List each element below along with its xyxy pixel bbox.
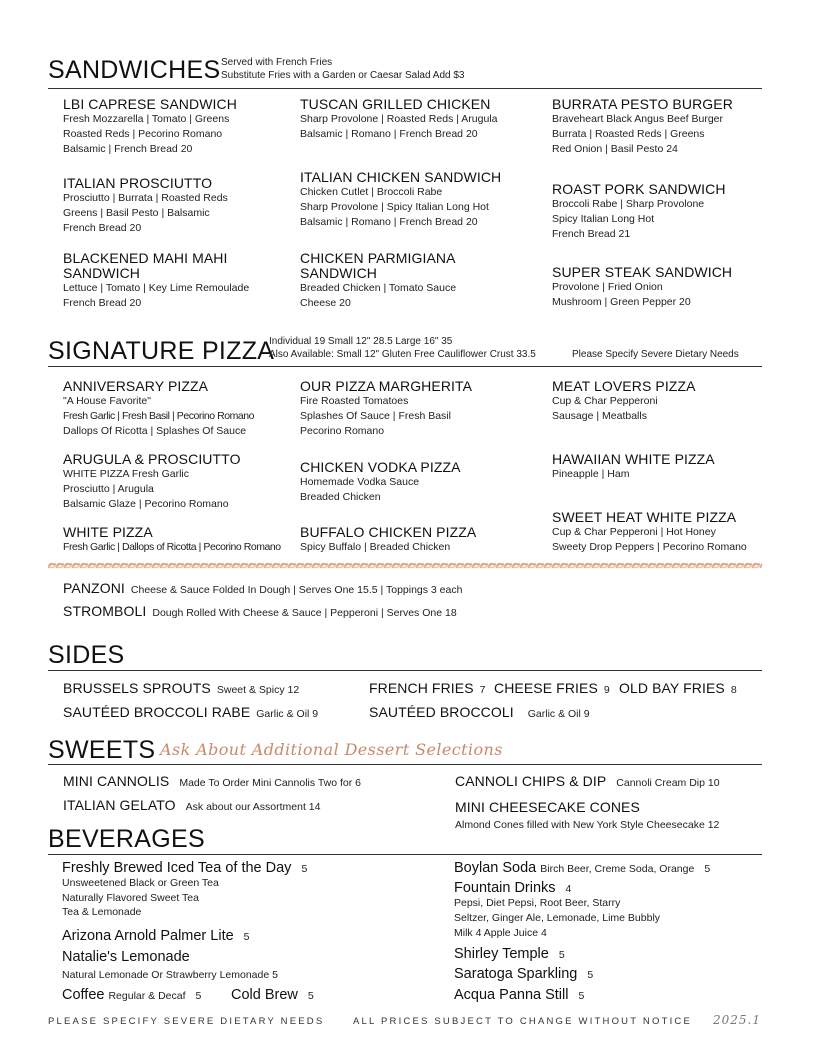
sweet-item xyxy=(63,797,320,815)
item-desc: Spicy Buffalo | Breaded Chicken xyxy=(300,541,451,553)
menu-item xyxy=(300,170,501,230)
footer-version: 2025.1 xyxy=(713,1013,761,1027)
item-desc: Cup & Char Pepperoni | Hot Honey xyxy=(552,526,716,538)
beverage-item xyxy=(62,986,201,1004)
item-name: BLACKENED MAHI MAHI xyxy=(63,250,228,266)
item-name: ITALIAN CHICKEN SANDWICH xyxy=(300,169,502,185)
item-name: TUSCAN GRILLED CHICKEN xyxy=(300,96,491,112)
menu-item xyxy=(300,460,461,505)
item-desc: Breaded Chicken | Tomato Sauce xyxy=(300,282,457,294)
dietary-note: Please Specify Severe Dietary Needs xyxy=(572,349,739,360)
item-name: STROMBOLI xyxy=(63,603,147,619)
item-desc: Sharp Provolone | Roasted Reds | Arugula xyxy=(300,113,498,125)
beverage-item xyxy=(231,986,314,1004)
section-title-sides: SIDES xyxy=(48,641,125,669)
item-name: ARUGULA & PROSCIUTTO xyxy=(63,451,241,467)
sweet-item xyxy=(455,800,719,833)
item-desc: Sweet & Spicy 12 xyxy=(216,684,300,696)
item-desc: Sharp Provolone | Spicy Italian Long Hot xyxy=(300,201,489,213)
side-item xyxy=(369,704,590,722)
item-desc: Lettuce | Tomato | Key Lime Remoulade xyxy=(63,282,250,294)
item-desc: Spicy Italian Long Hot xyxy=(552,213,655,225)
side-item xyxy=(494,680,610,698)
item-desc: Chicken Cutlet | Broccoli Rabe xyxy=(300,186,443,198)
item-price: 5 xyxy=(558,949,565,961)
item-name: BUFFALO CHICKEN PIZZA xyxy=(300,524,477,540)
item-desc: Fire Roasted Tomatoes xyxy=(300,395,409,407)
side-item xyxy=(63,704,318,722)
menu-item xyxy=(552,97,733,157)
item-desc: Red Onion | Basil Pesto 24 xyxy=(552,143,678,155)
item-desc: Fresh Mozzarella | Tomato | Greens xyxy=(63,113,230,125)
beverage-item xyxy=(62,859,307,877)
sweets-tagline: Ask About Additional Dessert Selections xyxy=(160,740,503,759)
footer-dietary-note: PLEASE SPECIFY SEVERE DIETARY NEEDS xyxy=(48,1016,325,1027)
menu-item xyxy=(63,525,281,555)
item-name: MEAT LOVERS PIZZA xyxy=(552,378,696,394)
item-price: 5 xyxy=(195,990,202,1002)
beverage-item xyxy=(454,879,571,897)
item-desc: Naturally Flavored Sweet Tea xyxy=(62,891,199,904)
item-desc: Fresh Garlic | Dallops of Ricotta | Pecorino Romano xyxy=(63,541,281,553)
menu-item xyxy=(63,176,228,236)
rope-divider xyxy=(48,563,762,569)
sandwiches-note: Substitute Fries with a Garden or Caesar Salad Add $3 xyxy=(221,70,465,81)
item-desc: Balsamic Glaze | Pecorino Romano xyxy=(63,498,229,510)
side-item xyxy=(619,680,737,698)
item-name: Saratoga Sparkling xyxy=(454,966,578,982)
item-name: OLD BAY FRIES xyxy=(619,680,725,696)
item-name: Freshly Brewed Iced Tea of the Day xyxy=(62,860,292,876)
item-desc: Breaded Chicken xyxy=(300,491,381,503)
item-name: OUR PIZZA MARGHERITA xyxy=(300,378,473,394)
section-title-beverages: BEVERAGES xyxy=(48,825,205,853)
item-price: 8 xyxy=(730,684,737,696)
menu-item xyxy=(63,379,254,439)
item-desc: Pineapple | Ham xyxy=(552,468,630,480)
item-name: SAUTÉED BROCCOLI RABE xyxy=(63,704,251,720)
item-desc: WHITE PIZZA Fresh Garlic xyxy=(63,468,190,480)
item-desc: Provolone | Fried Onion xyxy=(552,281,663,293)
item-name: Fountain Drinks xyxy=(454,880,556,896)
beverage-details xyxy=(454,896,660,941)
item-name: CHEESE FRIES xyxy=(494,680,598,696)
item-desc: French Bread 20 xyxy=(63,222,142,234)
item-name: SAUTÉED BROCCOLI xyxy=(369,704,514,720)
menu-row-stromboli xyxy=(63,603,457,621)
item-desc: Roasted Reds | Pecorino Romano xyxy=(63,128,223,140)
item-price: 5 xyxy=(587,969,594,981)
item-name: SANDWICH xyxy=(300,265,378,281)
item-name: BRUSSELS SPROUTS xyxy=(63,680,211,696)
item-desc: Unsweetened Black or Green Tea xyxy=(62,877,219,889)
item-name: LBI CAPRESE SANDWICH xyxy=(63,96,237,112)
item-desc: "A House Favorite" xyxy=(63,395,151,407)
beverage-item xyxy=(62,927,250,945)
section-title-pizza: SIGNATURE PIZZA xyxy=(48,337,275,365)
menu-item xyxy=(63,251,249,311)
item-desc: Pepsi, Diet Pepsi, Root Beer, Starry xyxy=(454,897,621,909)
item-name: WHITE PIZZA xyxy=(63,524,153,540)
item-price: 9 xyxy=(603,684,610,696)
item-desc: Cheese & Sauce Folded In Dough | Serves One 15.5 | Toppings 3 each xyxy=(130,584,463,596)
beverage-item xyxy=(454,859,710,877)
item-desc: Tea & Lemonade xyxy=(62,906,142,918)
footer-price-note: ALL PRICES SUBJECT TO CHANGE WITHOUT NOTICE xyxy=(353,1016,693,1027)
item-desc: Cup & Char Pepperoni xyxy=(552,395,658,407)
item-desc: French Bread 20 xyxy=(63,297,142,309)
item-desc: Balsamic | Romano | French Bread 20 xyxy=(300,216,478,228)
item-desc: Broccoli Rabe | Sharp Provolone xyxy=(552,198,705,210)
item-desc: Regular & Decaf xyxy=(108,990,186,1002)
item-name: MINI CANNOLIS xyxy=(63,773,170,789)
section-rule xyxy=(48,764,762,765)
side-item xyxy=(63,680,299,698)
item-name: HAWAIIAN WHITE PIZZA xyxy=(552,451,715,467)
item-desc: Burrata | Roasted Reds | Greens xyxy=(552,128,705,140)
item-desc: Ask about our Assortment 14 xyxy=(185,801,321,813)
item-name: FRENCH FRIES xyxy=(369,680,474,696)
item-desc: Prosciutto | Arugula xyxy=(63,483,154,495)
item-name: CHICKEN PARMIGIANA xyxy=(300,250,456,266)
item-desc: French Bread 21 xyxy=(552,228,631,240)
item-desc: Natural Lemonade Or Strawberry Lemonade 5 xyxy=(62,969,278,981)
beverage-details xyxy=(62,965,278,983)
item-name: Cold Brew xyxy=(231,987,298,1003)
menu-item xyxy=(63,452,241,512)
item-desc: Splashes Of Sauce | Fresh Basil xyxy=(300,410,451,422)
item-desc: Greens | Basil Pesto | Balsamic xyxy=(63,207,210,219)
item-price: 5 xyxy=(704,863,711,875)
item-name: ITALIAN GELATO xyxy=(63,797,176,813)
menu-row-panzoni xyxy=(63,580,462,598)
item-desc: Balsamic | French Bread 20 xyxy=(63,143,193,155)
item-name: SUPER STEAK SANDWICH xyxy=(552,264,733,280)
menu-item xyxy=(63,97,237,157)
item-desc: Dough Rolled With Cheese & Sauce | Pepperoni | Serves One 18 xyxy=(152,607,457,619)
item-price: 5 xyxy=(578,990,585,1002)
menu-item xyxy=(300,525,476,555)
item-desc: Garlic & Oil 9 xyxy=(527,708,590,720)
item-price: 5 xyxy=(301,863,308,875)
item-name: SWEET HEAT WHITE PIZZA xyxy=(552,509,737,525)
beverage-item xyxy=(454,965,593,983)
item-price: 7 xyxy=(479,684,486,696)
sandwiches-note: Served with French Fries xyxy=(221,57,333,68)
menu-item xyxy=(552,510,747,555)
menu-item xyxy=(552,379,696,424)
menu-item xyxy=(552,452,715,482)
item-desc: Almond Cones filled with New York Style Cheesecake 12 xyxy=(455,819,720,831)
item-name: PANZONI xyxy=(63,580,125,596)
item-desc: Cheese 20 xyxy=(300,297,351,309)
item-desc: Made To Order Mini Cannolis Two for 6 xyxy=(179,777,362,789)
item-desc: Sausage | Meatballs xyxy=(552,410,647,422)
item-desc: Mushroom | Green Pepper 20 xyxy=(552,296,691,308)
menu-item xyxy=(300,379,472,439)
item-name: ROAST PORK SANDWICH xyxy=(552,181,726,197)
item-desc: Homemade Vodka Sauce xyxy=(300,476,420,488)
item-name: MINI CHEESECAKE CONES xyxy=(455,799,640,815)
sweet-item xyxy=(455,773,720,791)
menu-item xyxy=(300,251,456,311)
menu-item xyxy=(552,182,726,242)
item-name: ITALIAN PROSCIUTTO xyxy=(63,175,213,191)
item-desc: Braveheart Black Angus Beef Burger xyxy=(552,113,724,125)
item-name: BURRATA PESTO BURGER xyxy=(552,96,733,112)
section-rule xyxy=(48,366,762,367)
item-desc: Pecorino Romano xyxy=(300,425,385,437)
item-desc: Dallops Of Ricotta | Splashes Of Sauce xyxy=(63,425,247,437)
item-price: 4 xyxy=(565,883,572,895)
section-rule xyxy=(48,88,762,89)
item-name: Shirley Temple xyxy=(454,946,549,962)
item-name: Boylan Soda xyxy=(454,860,537,876)
section-rule xyxy=(48,670,762,671)
item-desc: Cannoli Cream Dip 10 xyxy=(616,777,720,789)
beverage-item xyxy=(62,948,190,966)
item-desc: Milk 4 Apple Juice 4 xyxy=(454,927,547,939)
side-item xyxy=(369,680,486,698)
item-name: CANNOLI CHIPS & DIP xyxy=(455,773,607,789)
item-desc: Balsamic | Romano | French Bread 20 xyxy=(300,128,478,140)
item-desc: Prosciutto | Burrata | Roasted Reds xyxy=(63,192,228,204)
item-name: CHICKEN VODKA PIZZA xyxy=(300,459,461,475)
beverage-item xyxy=(454,945,565,963)
item-price: 5 xyxy=(307,990,314,1002)
item-name: SANDWICH xyxy=(63,265,141,281)
pizza-prices: Individual 19 Small 12" 28.5 Large 16" 35 xyxy=(269,336,453,347)
section-rule xyxy=(48,854,762,855)
menu-item xyxy=(552,265,732,310)
item-desc: Birch Beer, Creme Soda, Orange xyxy=(540,863,695,875)
beverage-item xyxy=(454,986,584,1004)
item-price: 5 xyxy=(243,931,250,943)
beverage-details xyxy=(62,876,219,920)
item-name: Coffee xyxy=(62,987,105,1003)
item-name: Arizona Arnold Palmer Lite xyxy=(62,928,234,944)
pizza-note: Also Available: Small 12" Gluten Free Cauliflower Crust 33.5 xyxy=(269,349,536,360)
sweet-item xyxy=(63,773,361,791)
section-title-sandwiches: SANDWICHES xyxy=(48,56,221,84)
item-desc: Sweety Drop Peppers | Pecorino Romano xyxy=(552,541,747,553)
item-name: Natalie's Lemonade xyxy=(62,949,190,965)
item-desc: Seltzer, Ginger Ale, Lemonade, Lime Bubbly xyxy=(454,912,661,924)
item-desc: Fresh Garlic | Fresh Basil | Pecorino Romano xyxy=(63,410,255,422)
item-name: Acqua Panna Still xyxy=(454,987,569,1003)
section-title-sweets: SWEETS xyxy=(48,736,156,764)
item-name: ANNIVERSARY PIZZA xyxy=(63,378,209,394)
item-desc: Garlic & Oil 9 xyxy=(256,708,319,720)
menu-item xyxy=(300,97,498,142)
